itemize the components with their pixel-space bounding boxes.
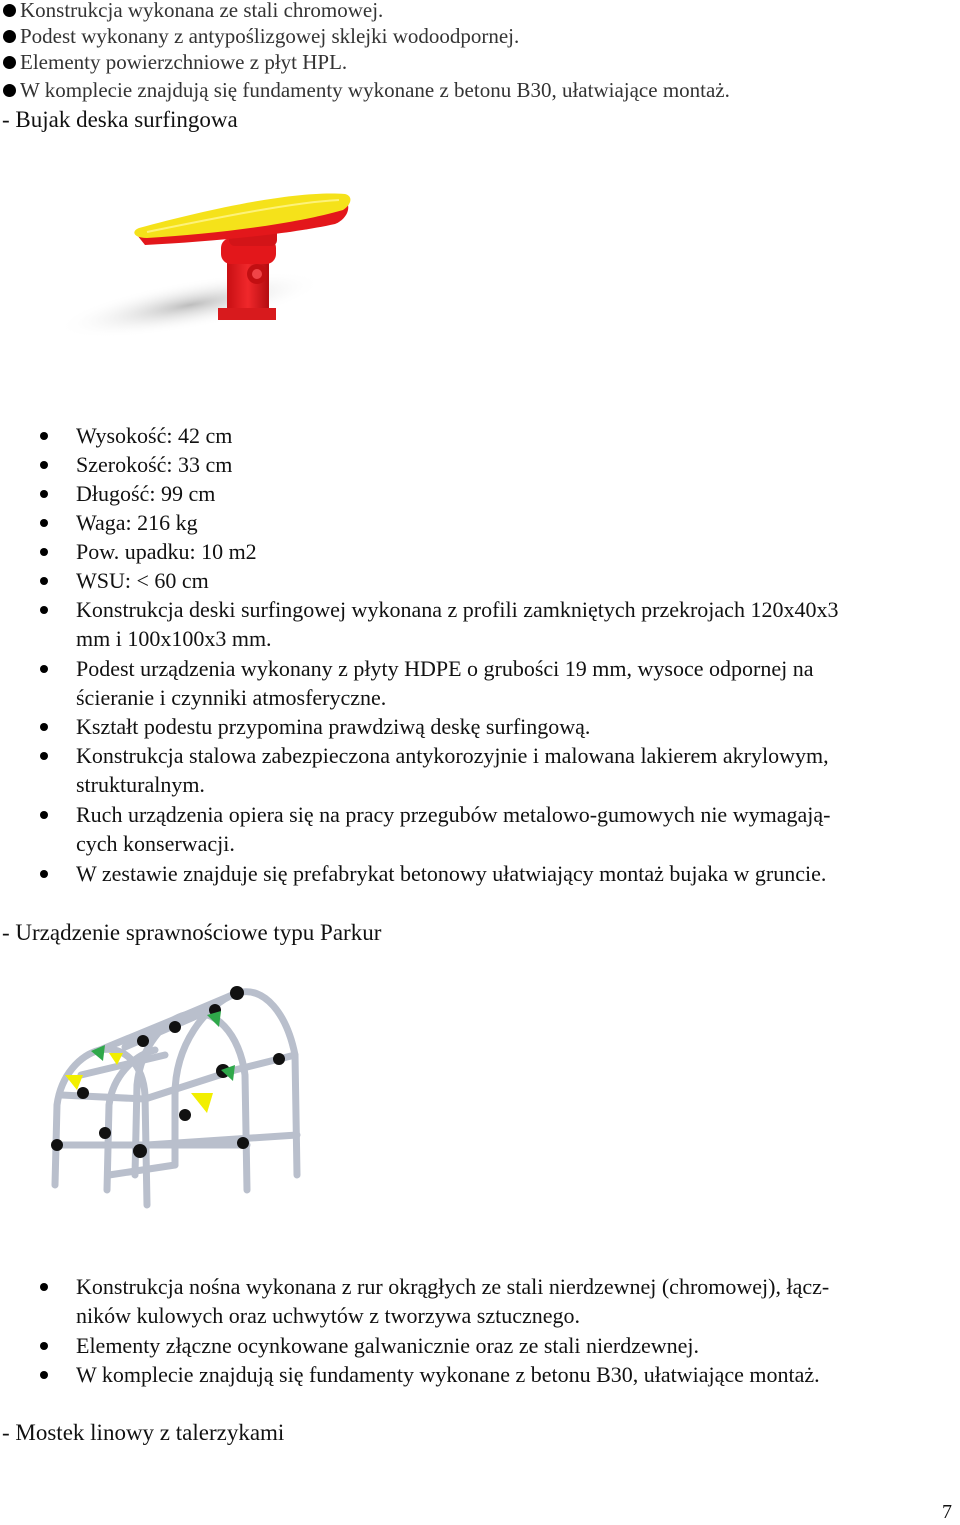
intro-item: Konstrukcja wykonana ze stali chromowej. — [0, 0, 383, 22]
section-heading-parkour: - Urządzenie sprawnościowe typu Parkur — [2, 920, 382, 945]
bullet-dot-icon — [3, 4, 16, 17]
parkour-item: Konstrukcja nośna wykonana z rur okrągłych ze stali nierdzewnej (chromowej), łącz- — [76, 1272, 829, 1301]
desc-item: Ruch urządzenia opiera się na pracy przegubów metalowo-gumowych nie wymagają- — [76, 800, 830, 829]
section-heading-rope-bridge: - Mostek linowy z talerzykami — [2, 1420, 285, 1445]
spec-length: Długość: 99 cm — [76, 479, 215, 508]
bullet-dot-icon — [3, 84, 16, 97]
desc-item: W zestawie znajduje się prefabrykat betonowy ułatwiający montaż bujaka w gruncie. — [76, 859, 826, 888]
bullet-dot-icon — [40, 752, 48, 760]
bullet-dot-icon — [40, 577, 48, 585]
bullet-dot-icon — [40, 432, 48, 440]
spec-width: Szerokość: 33 cm — [76, 450, 232, 479]
surfboard-rocker-image — [55, 180, 365, 340]
intro-item: Podest wykonany z antypoślizgowej sklejki wodoodpornej. — [0, 24, 519, 48]
bullet-dot-icon — [40, 1342, 48, 1350]
desc-item: Konstrukcja deski surfingowej wykonana z profili zamkniętych przekrojach 120x40x3 — [76, 595, 838, 624]
desc-item-continuation: strukturalnym. — [76, 772, 205, 797]
bullet-dot-icon — [3, 56, 16, 69]
bullet-dot-icon — [40, 490, 48, 498]
section-heading-surfboard: - Bujak deska surfingowa — [2, 107, 238, 132]
bullet-dot-icon — [40, 723, 48, 731]
page-number: 7 — [942, 1501, 952, 1523]
desc-item-continuation: cych konserwacji. — [76, 831, 235, 856]
parkour-item: Elementy złączne ocynkowane galwanicznie oraz ze stali nierdzewnej. — [76, 1331, 699, 1360]
bullet-dot-icon — [40, 1283, 48, 1291]
spec-height: Wysokość: 42 cm — [76, 421, 232, 450]
parkour-item: W komplecie znajdują się fundamenty wykonane z betonu B30, ułatwiające montaż. — [76, 1360, 820, 1389]
bullet-dot-icon — [3, 30, 16, 43]
intro-item: Elementy powierzchniowe z płyt HPL. — [0, 50, 347, 74]
desc-item-continuation: ścieranie i czynniki atmosferyczne. — [76, 685, 387, 710]
desc-item-continuation: mm i 100x100x3 mm. — [76, 626, 272, 651]
bullet-dot-icon — [40, 1371, 48, 1379]
bullet-dot-icon — [40, 461, 48, 469]
spec-weight: Waga: 216 kg — [76, 508, 198, 537]
spec-wsu: WSU: < 60 cm — [76, 566, 209, 595]
bullet-dot-icon — [40, 811, 48, 819]
desc-item: Podest urządzenia wykonany z płyty HDPE o grubości 19 mm, wysoce odpornej na — [76, 654, 813, 683]
bullet-dot-icon — [40, 548, 48, 556]
desc-item: Kształt podestu przypomina prawdziwą deskę surfingową. — [76, 712, 590, 741]
bullet-dot-icon — [40, 665, 48, 673]
parkour-item-continuation: ników kulowych oraz uchwytów z tworzywa sztucznego. — [76, 1303, 581, 1328]
bullet-dot-icon — [40, 519, 48, 527]
intro-item: W komplecie znajdują się fundamenty wykonane z betonu B30, ułatwiające montaż. — [0, 78, 730, 102]
desc-item: Konstrukcja stalowa zabezpieczona antykorozyjnie i malowana lakierem akrylowym, — [76, 741, 829, 770]
bullet-dot-icon — [40, 870, 48, 878]
spec-fall-area: Pow. upadku: 10 m2 — [76, 537, 257, 566]
bullet-dot-icon — [40, 606, 48, 614]
parkour-frame-image — [25, 975, 325, 1235]
